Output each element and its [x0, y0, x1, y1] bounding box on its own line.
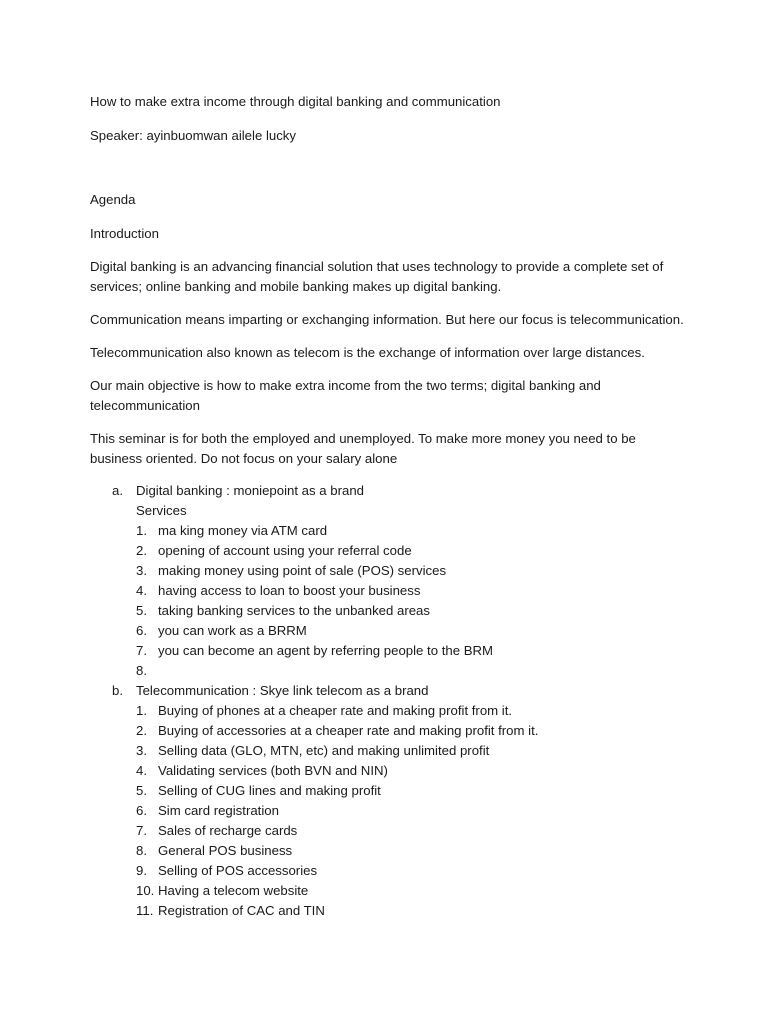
section-a-marker: a. [112, 483, 123, 498]
list-item [136, 821, 538, 841]
list-item-number: 3. [136, 743, 147, 758]
list-item-number: 5. [136, 783, 147, 798]
list-item-number: 10. [136, 883, 155, 898]
list-item [136, 621, 493, 641]
list-item-text: Buying of phones at a cheaper rate and making profit from it. [158, 703, 513, 718]
paragraph-digital-banking: Digital banking is an advancing financial solution that uses technology to provide a complete set of services; online banking and mobile banking makes up digital banking. [90, 259, 664, 294]
list-item-text: you can become an agent by referring people to the BRM [158, 643, 494, 658]
list-item-text: opening of account using your referral code [158, 543, 412, 558]
list-item-text: having access to loan to boost your business [158, 583, 421, 598]
list-item-text: Sim card registration [158, 803, 279, 818]
section-a-subheading: Services [136, 503, 187, 518]
list-item-number: 11. [136, 903, 154, 918]
list-item [136, 521, 493, 541]
list-item [136, 721, 538, 741]
list-item [136, 701, 538, 721]
list-item-number: 5. [136, 603, 147, 618]
list-item-number: 9. [136, 863, 147, 878]
paragraph-telecommunication: Telecommunication also known as telecom is the exchange of information over large distances. [90, 345, 645, 360]
section-b-heading: Telecommunication : Skye link telecom as a brand [136, 683, 429, 698]
list-item-text: ma king money via ATM card [158, 523, 328, 538]
paragraph-objective: Our main objective is how to make extra income from the two terms; digital banking and telecommunication [90, 378, 601, 413]
paragraph-seminar: This seminar is for both the employed and unemployed. To make more money you need to be business oriented. Do not focus on your salary alone [90, 431, 636, 466]
list-item [136, 761, 538, 781]
speaker-line: Speaker: ayinbuomwan ailele lucky [90, 128, 296, 143]
paragraph-communication: Communication means imparting or exchanging information. But here our focus is telecommunication. [90, 312, 684, 327]
list-item-number: 2. [136, 723, 147, 738]
list-item [136, 901, 538, 921]
list-item [136, 861, 538, 881]
list-item-number: 4. [136, 763, 147, 778]
document-title: How to make extra income through digital banking and communication [90, 94, 501, 109]
list-item [136, 641, 493, 661]
list-item [136, 781, 538, 801]
agenda-heading: Agenda [90, 192, 136, 207]
list-item-text: Selling of POS accessories [158, 863, 318, 878]
list-item-text: Sales of recharge cards [158, 823, 298, 838]
list-item-number: 8. [136, 843, 147, 858]
list-item-number: 1. [136, 523, 147, 538]
list-item-number: 4. [136, 583, 147, 598]
list-item-text: Having a telecom website [158, 883, 309, 898]
list-item-number: 7. [136, 643, 147, 658]
list-item-text: Registration of CAC and TIN [158, 903, 325, 918]
list-item-number: 6. [136, 803, 147, 818]
list-item-number: 8. [136, 663, 147, 678]
section-a-heading: Digital banking : moniepoint as a brand [136, 483, 364, 498]
list-item [136, 801, 538, 821]
list-item-number: 7. [136, 823, 147, 838]
list-item-text: taking banking services to the unbanked areas [158, 603, 430, 618]
list-item-text: Buying of accessories at a cheaper rate and making profit from it. [158, 723, 539, 738]
section-a-list [136, 521, 493, 681]
list-item-number: 1. [136, 703, 147, 718]
list-item [136, 741, 538, 761]
section-b-marker: b. [112, 683, 123, 698]
list-item [136, 661, 493, 681]
list-item-text: Selling data (GLO, MTN, etc) and making unlimited profit [158, 743, 490, 758]
list-item-text: General POS business [158, 843, 293, 858]
list-item-text: Validating services (both BVN and NIN) [158, 763, 388, 778]
section-b-list [136, 701, 538, 921]
list-item-number: 3. [136, 563, 147, 578]
list-item-number: 6. [136, 623, 147, 638]
list-item [136, 881, 538, 901]
list-item [136, 601, 493, 621]
list-item [136, 561, 493, 581]
list-item-number: 2. [136, 543, 147, 558]
list-item [136, 841, 538, 861]
list-item-text: making money using point of sale (POS) services [158, 563, 447, 578]
list-item-text: Selling of CUG lines and making profit [158, 783, 381, 798]
list-item [136, 581, 493, 601]
list-item [136, 541, 493, 561]
introduction-heading: Introduction [90, 226, 159, 241]
list-item-text: you can work as a BRRM [158, 623, 307, 638]
